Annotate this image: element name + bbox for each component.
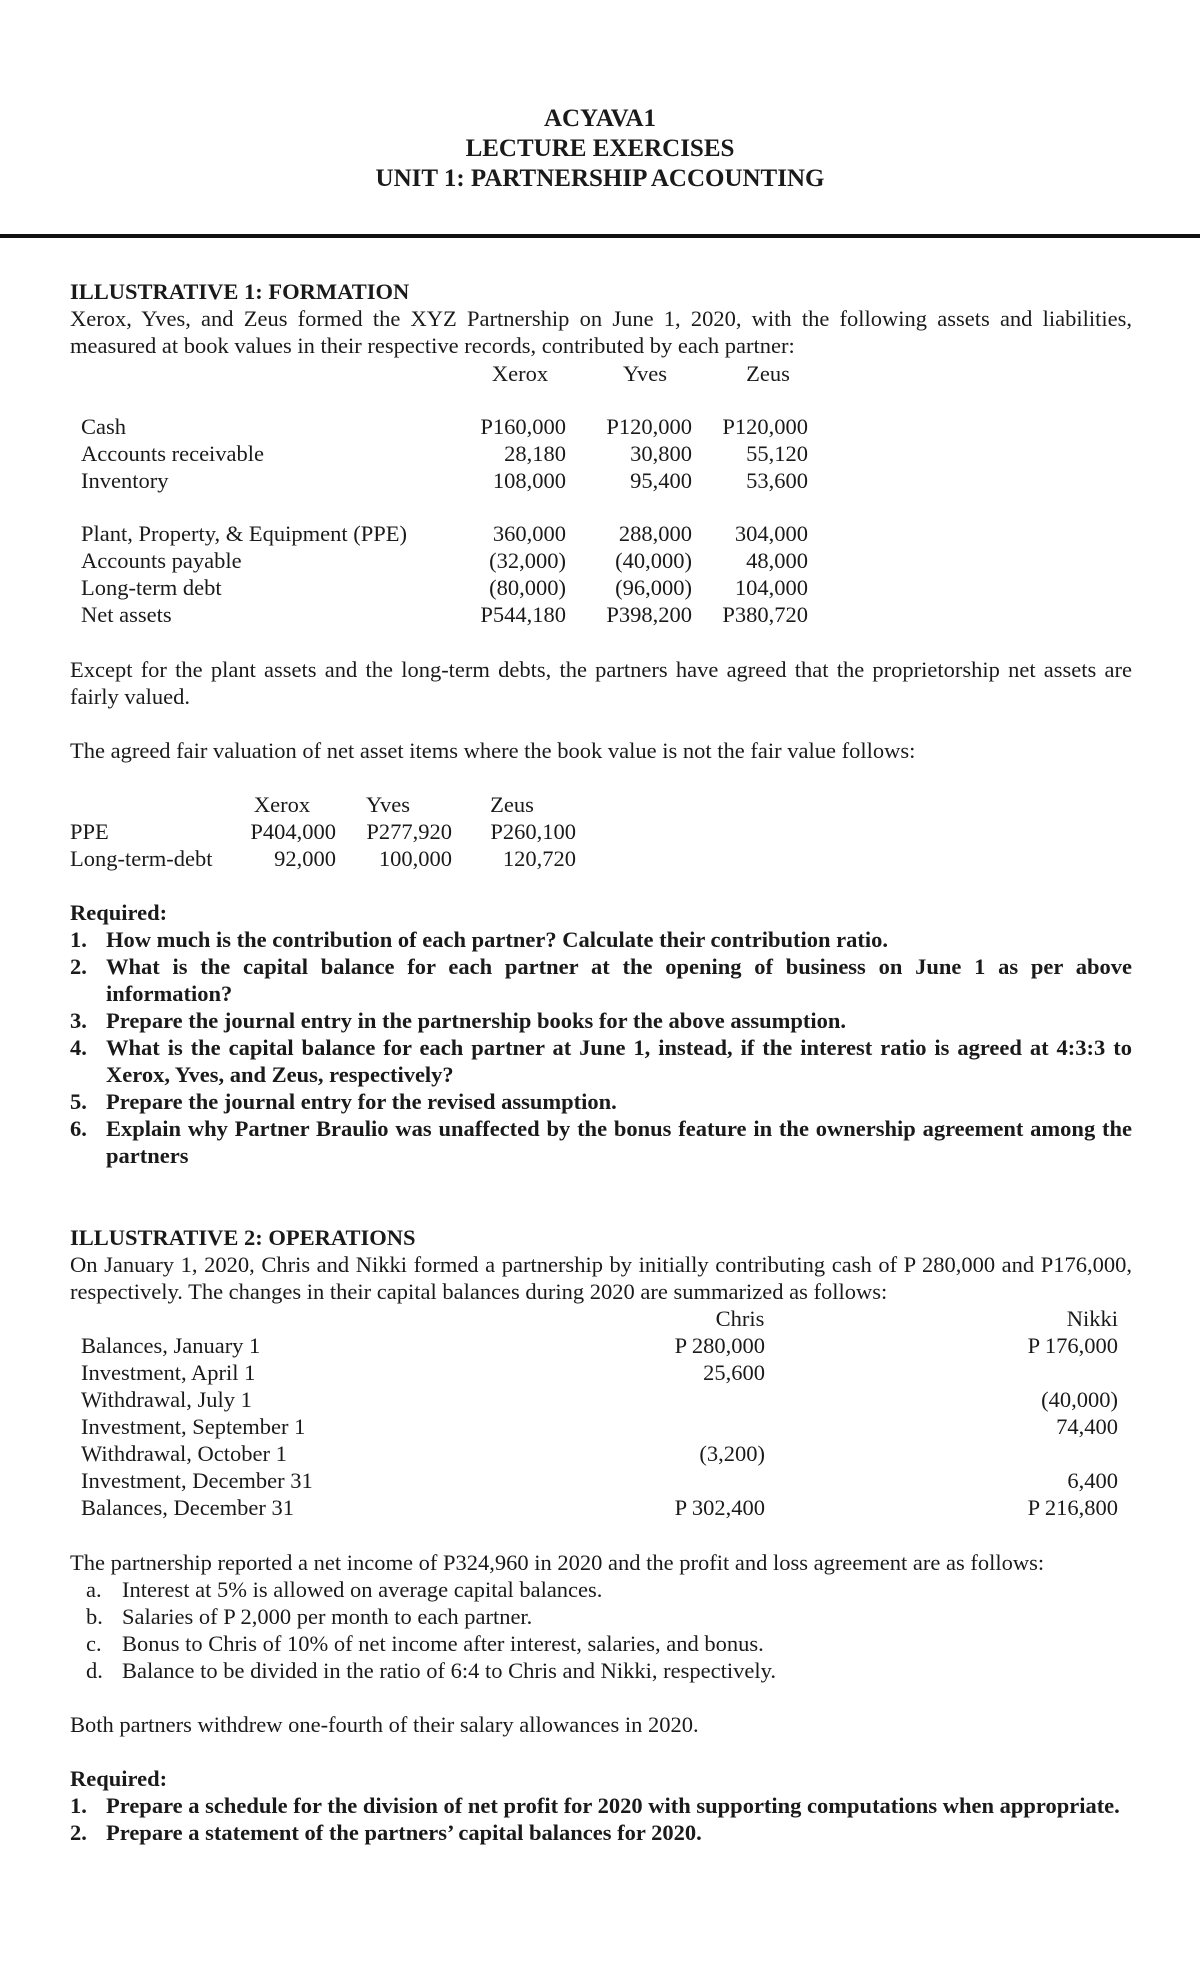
ill1-title: ILLUSTRATIVE 1: FORMATION: [70, 279, 410, 304]
cell-zeus: 55,120: [746, 441, 808, 466]
row-label: Accounts payable: [81, 548, 242, 573]
list-item: 3. Prepare the journal entry in the partnership books for the above assumption.: [70, 1008, 847, 1033]
ill1-para-agreed: The agreed fair valuation of net asset items where the book value is not the fair value follows:: [70, 738, 916, 763]
list-item: 2. What is the capital balance for each partner at the opening of business on June 1 as per above information?: [70, 954, 1132, 1006]
col-header: Zeus: [746, 361, 790, 386]
cell-yves: 30,800: [630, 441, 692, 466]
list-item: 1. Prepare a schedule for the division of net profit for 2020 with supporting computations when appropriate.: [70, 1793, 1120, 1818]
ill2-required-list: [70, 1792, 1132, 1846]
ill1-required-list: [70, 926, 1132, 1169]
cell-nikki: (40,000): [1041, 1387, 1118, 1412]
cell-yves: P398,200: [606, 602, 692, 627]
col-header: Xerox: [491, 361, 549, 386]
cell-zeus: 304,000: [734, 521, 808, 546]
cell-xerox: 360,000: [492, 521, 566, 546]
cell-chris: (3,200): [699, 1441, 765, 1466]
row-label: Net assets: [81, 602, 172, 627]
cell-yves: (40,000): [615, 548, 692, 573]
col-header: Xerox: [253, 792, 311, 817]
doc-course-code: ACYAVA1: [543, 105, 657, 132]
cell-nikki: P 216,800: [1027, 1495, 1118, 1520]
ill1-para-fair-value: Except for the plant assets and the long-term debts, the partners have agreed that the proprietorship net assets are fairly valued.: [70, 657, 1132, 709]
doc-subtitle: LECTURE EXERCISES: [465, 135, 735, 162]
row-label: Withdrawal, July 1: [81, 1387, 252, 1412]
list-item: b. Salaries of P 2,000 per month to each partner.: [86, 1604, 533, 1629]
cell-xerox: (80,000): [489, 575, 566, 600]
row-label: Withdrawal, October 1: [81, 1441, 287, 1466]
cell-xerox: (32,000): [489, 548, 566, 573]
col-header: Chris: [715, 1306, 765, 1331]
cell-zeus: 53,600: [746, 468, 808, 493]
row-label: Balances, January 1: [81, 1333, 261, 1358]
ill2-required-label: Required:: [70, 1766, 168, 1791]
col-header: Zeus: [490, 792, 534, 817]
cell-chris: 25,600: [703, 1360, 765, 1385]
ill2-para-net-income: The partnership reported a net income of P324,960 in 2020 and the profit and loss agreement are as follows:: [70, 1550, 1045, 1575]
col-header: Yves: [366, 792, 410, 817]
cell-chris: P 280,000: [674, 1333, 765, 1358]
ill1-intro: Xerox, Yves, and Zeus formed the XYZ Partnership on June 1, 2020, with the following assets and liabilities, measured at book values in their respective records, contributed by each partner:: [70, 306, 1132, 358]
list-item: 6. Explain why Partner Braulio was unaffected by the bonus feature in the ownership agreement among the partners: [70, 1116, 1132, 1168]
ill1-required-label: Required:: [70, 900, 168, 925]
list-item: 1. How much is the contribution of each partner? Calculate their contribution ratio.: [70, 927, 889, 952]
list-item: 4. What is the capital balance for each partner at June 1, instead, if the interest ratio is agreed at 4:3:3 to Xerox, Yves, and Zeus, respectively?: [70, 1035, 1132, 1087]
list-item: 5. Prepare the journal entry for the revised assumption.: [70, 1089, 617, 1114]
cell-xerox: P160,000: [480, 414, 566, 439]
row-label: Accounts receivable: [81, 441, 265, 466]
cell-yves: 288,000: [618, 521, 692, 546]
cell-xerox: 28,180: [504, 441, 566, 466]
row-label: Long-term debt: [81, 575, 222, 600]
header-divider: [0, 234, 1200, 238]
row-label: Balances, December 31: [81, 1495, 295, 1520]
cell-yves: (96,000): [615, 575, 692, 600]
cell-xerox: 92,000: [274, 846, 336, 871]
col-header: Nikki: [1066, 1306, 1118, 1331]
cell-zeus: P260,100: [490, 819, 576, 844]
ill2-title: ILLUSTRATIVE 2: OPERATIONS: [70, 1225, 416, 1250]
row-label: Plant, Property, & Equipment (PPE): [81, 521, 408, 546]
row-label: Cash: [81, 414, 126, 439]
cell-yves: 100,000: [378, 846, 452, 871]
ill2-agreement-list: [86, 1576, 1086, 1684]
list-item: d. Balance to be divided in the ratio of 6:4 to Chris and Nikki, respectively.: [86, 1658, 777, 1683]
cell-zeus: 120,720: [502, 846, 576, 871]
cell-zeus: 48,000: [746, 548, 808, 573]
cell-nikki: 6,400: [1067, 1468, 1118, 1493]
row-label: Inventory: [81, 468, 169, 493]
list-item: c. Bonus to Chris of 10% of net income after interest, salaries, and bonus.: [86, 1631, 764, 1656]
doc-unit-title: UNIT 1: PARTNERSHIP ACCOUNTING: [375, 165, 825, 192]
ill2-intro: On January 1, 2020, Chris and Nikki formed a partnership by initially contributing cash of P 280,000 and P176,000, respectively. The changes in their capital balances during 2020 are summarized as follows:: [70, 1252, 1132, 1304]
cell-yves: P277,920: [366, 819, 452, 844]
row-label: Investment, September 1: [81, 1414, 306, 1439]
cell-yves: 95,400: [630, 468, 692, 493]
cell-zeus: P120,000: [722, 414, 808, 439]
cell-nikki: 74,400: [1056, 1414, 1118, 1439]
row-label: Investment, April 1: [81, 1360, 256, 1385]
row-label: Long-term-debt: [70, 846, 213, 871]
list-item: a. Interest at 5% is allowed on average capital balances.: [86, 1577, 603, 1602]
col-header: Yves: [623, 361, 667, 386]
row-label: Investment, December 31: [81, 1468, 313, 1493]
cell-zeus: 104,000: [734, 575, 808, 600]
list-item: 2. Prepare a statement of the partners’ capital balances for 2020.: [70, 1820, 702, 1845]
cell-xerox: P544,180: [480, 602, 566, 627]
cell-chris: P 302,400: [674, 1495, 765, 1520]
ill2-para-withdrawals: Both partners withdrew one-fourth of their salary allowances in 2020.: [70, 1712, 699, 1737]
cell-xerox: P404,000: [250, 819, 336, 844]
cell-zeus: P380,720: [722, 602, 808, 627]
row-label: PPE: [70, 819, 109, 844]
cell-xerox: 108,000: [492, 468, 566, 493]
cell-yves: P120,000: [606, 414, 692, 439]
cell-nikki: P 176,000: [1027, 1333, 1118, 1358]
